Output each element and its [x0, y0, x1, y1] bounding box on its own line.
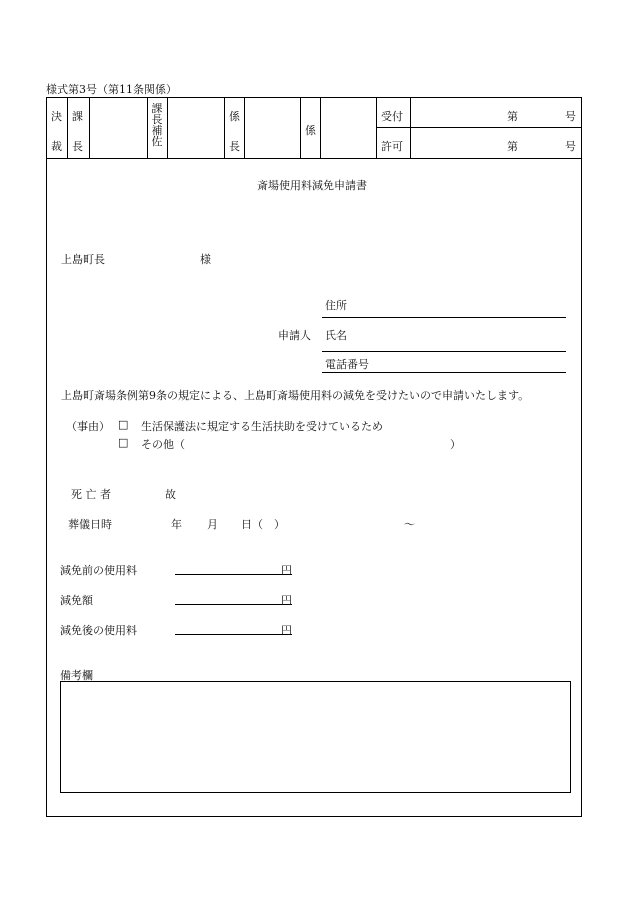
reason-checkbox-1[interactable]: □	[118, 418, 129, 431]
addressee-name: 上島町長	[61, 253, 105, 266]
reason-option-2: その他（	[141, 438, 185, 451]
applicant-label: 申請人	[278, 329, 311, 342]
reason-checkbox-2[interactable]: □	[118, 436, 129, 449]
column-line-9	[376, 97, 377, 158]
name-line	[322, 351, 566, 352]
kessai-label-top: 決	[51, 110, 62, 123]
permit-go-label: 号	[565, 140, 576, 153]
reason-label: （事由）	[66, 420, 110, 433]
applicant-address-label: 住所	[325, 299, 347, 312]
kacho-label-bottom: 長	[72, 140, 83, 153]
fee-reduction-unit: 円	[281, 594, 292, 607]
fee-before-unit: 円	[281, 564, 292, 577]
column-line-6	[244, 97, 245, 158]
approval-table-bottom-line	[46, 158, 582, 159]
column-line-4	[167, 97, 168, 158]
kyoka-label: 許可	[381, 140, 403, 153]
kessai-label-bottom: 裁	[51, 140, 62, 153]
fee-reduction-line	[175, 604, 292, 605]
applicant-name-label: 氏名	[325, 329, 347, 342]
column-line-3	[147, 97, 148, 158]
fee-after-line	[175, 634, 292, 635]
remarks-label: 備考欄	[60, 669, 93, 682]
permit-dai-label: 第	[507, 140, 518, 153]
deceased-ko: 故	[165, 488, 176, 501]
kacho-hosa-label: 課長補佐	[151, 102, 163, 148]
uketsuke-label: 受付	[381, 110, 403, 123]
deceased-label: 死 亡 者	[71, 488, 111, 501]
kakari-label: 係	[305, 124, 316, 137]
column-line-8	[320, 97, 321, 158]
reason-option-2-close: ）	[450, 438, 461, 451]
application-statement: 上島町斎場条例第9条の規定による、上島町斎場使用料の減免を受けたいので申請いたします。	[61, 389, 530, 402]
applicant-phone-label: 電話番号	[325, 358, 369, 371]
funeral-month: 月	[207, 518, 218, 531]
fee-after-unit: 円	[281, 624, 292, 637]
phone-line	[322, 372, 566, 373]
addressee-honorific: 様	[200, 253, 211, 266]
reason-option-1: 生活保護法に規定する生活扶助を受けているため	[141, 420, 383, 433]
fee-before-label: 減免前の使用料	[60, 564, 137, 577]
receipt-divider-line	[376, 127, 582, 128]
address-line	[322, 317, 566, 318]
funeral-label: 葬儀日時	[68, 518, 112, 531]
kakaricho-label-bottom: 長	[229, 140, 240, 153]
form-number: 様式第3号（第11条関係）	[46, 83, 177, 96]
column-line-1	[67, 97, 68, 158]
funeral-year: 年	[171, 518, 182, 531]
receipt-dai-label: 第	[507, 110, 518, 123]
funeral-tilde: ～	[404, 518, 415, 531]
kakaricho-label-top: 係	[229, 110, 240, 123]
fee-before-line	[175, 574, 292, 575]
column-line-2	[89, 97, 90, 158]
column-line-7	[300, 97, 301, 158]
page-title: 斎場使用料減免申請書	[257, 179, 367, 192]
remarks-box[interactable]	[60, 681, 571, 793]
funeral-day: 日（ ）	[241, 518, 285, 531]
kacho-label-top: 課	[72, 110, 83, 123]
receipt-go-label: 号	[565, 110, 576, 123]
column-line-5	[224, 97, 225, 158]
column-line-10	[410, 97, 411, 158]
fee-reduction-label: 減免額	[60, 594, 93, 607]
fee-after-label: 減免後の使用料	[60, 624, 137, 637]
